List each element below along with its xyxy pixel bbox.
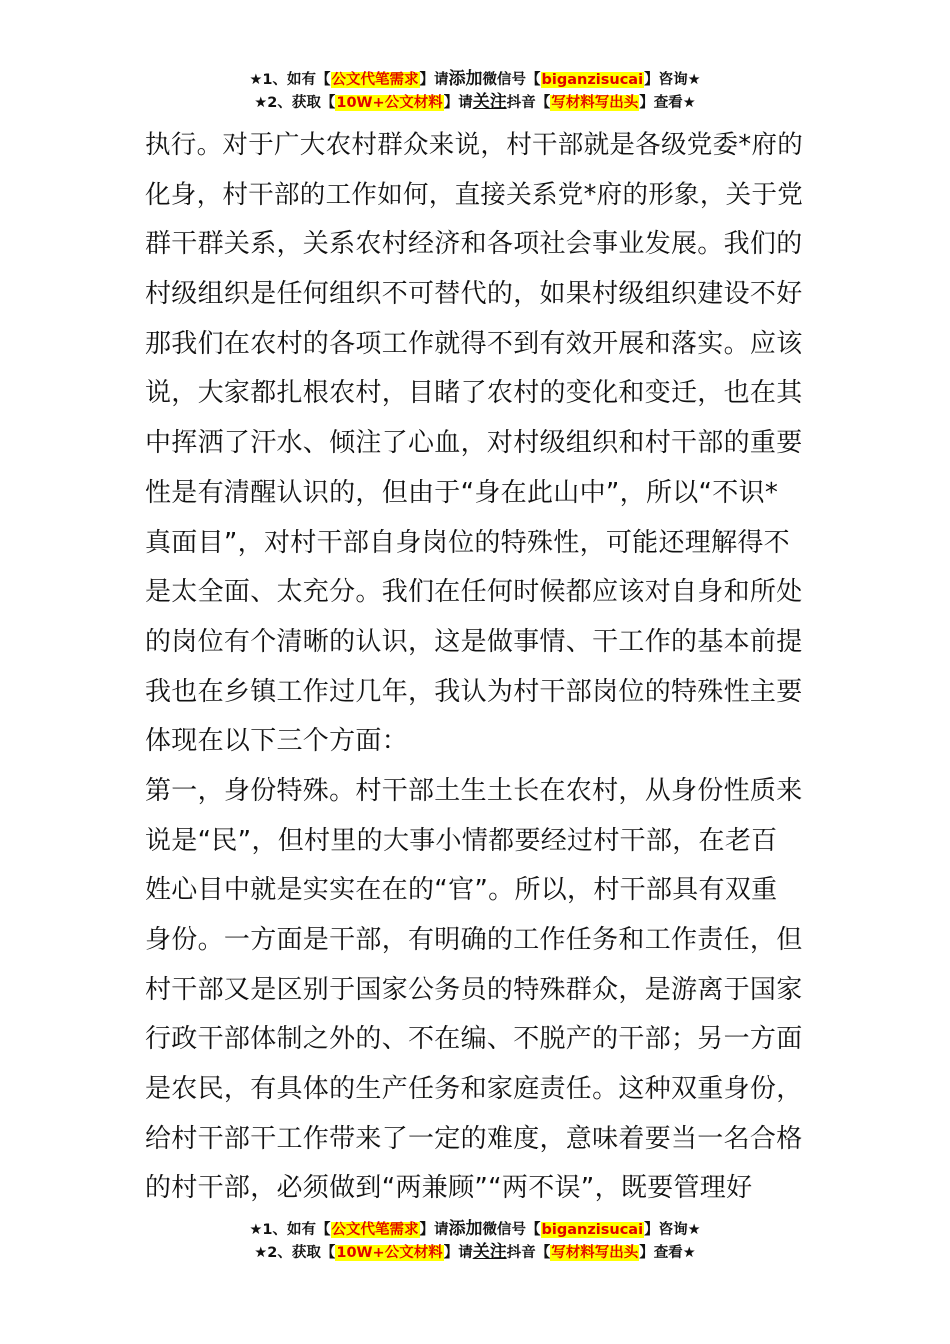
banner-line-1: ★1、如有【公文代笔需求】请添加微信号【biganzisucai】咨询★ <box>249 1219 701 1239</box>
highlight-tag: 10W+公文材料 <box>336 95 443 111</box>
body-text-line: 身份。一方面是干部，有明确的工作任务和工作责任，但 <box>145 925 803 955</box>
body-text-line: 说是“民”，但村里的大事小情都要经过村干部，在老百 <box>145 825 778 856</box>
body-text-line: 真面目”，对村干部自身岗位的特殊性，可能还理解得不 <box>145 527 790 558</box>
body-text-line: 第一，身份特殊。村干部土生土长在农村，从身份性质来 <box>145 775 803 806</box>
body-text-line: 化身，村干部的工作如何，直接关系党*府的形象，关于党 <box>145 179 804 210</box>
highlight-tag: 公文代笔需求 <box>331 72 419 88</box>
body-text-line: 性是有清醒认识的，但由于“身在此山中”，所以“不识* <box>145 477 779 508</box>
highlight-tag: biganzisucai <box>541 1222 644 1238</box>
body-text-line: 给村干部干工作带来了一定的难度，意味着要当一名合格 <box>145 1123 803 1154</box>
body-text-line: 村级组织是任何组织不可替代的，如果村级组织建设不好 <box>145 279 803 310</box>
body-text-line: 体现在以下三个方面： <box>145 726 409 757</box>
body-text-line: 村干部又是区别于国家公务员的特殊群众，是游离于国家 <box>145 974 803 1005</box>
body-text-line: 群干群关系，关系农村经济和各项社会事业发展。我们的 <box>145 229 803 260</box>
highlight-tag: 10W+公文材料 <box>336 1245 443 1261</box>
document-body <box>145 121 810 1214</box>
banner-line-1: ★1、如有【公文代笔需求】请添加微信号【biganzisucai】咨询★ <box>249 69 701 89</box>
body-text-line: 执行。对于广大农村群众来说，村干部就是各级党委*府的 <box>145 130 804 160</box>
body-text-line: 的村干部，必须做到“两兼顾”“两不误”，既要管理好 <box>145 1173 753 1204</box>
highlight-tag: 公文代笔需求 <box>331 1222 419 1238</box>
body-text-line: 是太全面、太充分。我们在任何时候都应该对自身和所处 <box>145 577 803 608</box>
highlight-tag: 写材料写出头 <box>551 1245 639 1261</box>
body-text-line: 那我们在农村的各项工作就得不到有效开展和落实。应该 <box>145 328 803 359</box>
highlight-tag: 写材料写出头 <box>551 95 639 111</box>
header-banner <box>0 68 950 114</box>
footer-banner <box>0 1218 950 1264</box>
body-text-line: 中挥洒了汗水、倾注了心血，对村级组织和村干部的重要 <box>145 428 803 459</box>
body-text-line: 说，大家都扎根农村，目睹了农村的变化和变迁，也在其 <box>145 378 803 409</box>
highlight-tag: biganzisucai <box>541 72 644 88</box>
body-text-line: 姓心目中就是实实在在的“官”。所以，村干部具有双重 <box>145 875 778 906</box>
body-text-line: 行政干部体制之外的、不在编、不脱产的干部；另一方面 <box>145 1024 803 1055</box>
body-text-line: 的岗位有个清晰的认识，这是做事情、干工作的基本前提 <box>145 626 803 657</box>
body-text-line: 是农民，有具体的生产任务和家庭责任。这种双重身份， <box>145 1074 803 1105</box>
banner-line-2: ★2、获取【10W+公文材料】请关注抖音【写材料写出头】查看★ <box>254 1242 696 1262</box>
body-text-line: 我也在乡镇工作过几年，我认为村干部岗位的特殊性主要 <box>145 676 803 707</box>
banner-line-2: ★2、获取【10W+公文材料】请关注抖音【写材料写出头】查看★ <box>254 92 696 112</box>
